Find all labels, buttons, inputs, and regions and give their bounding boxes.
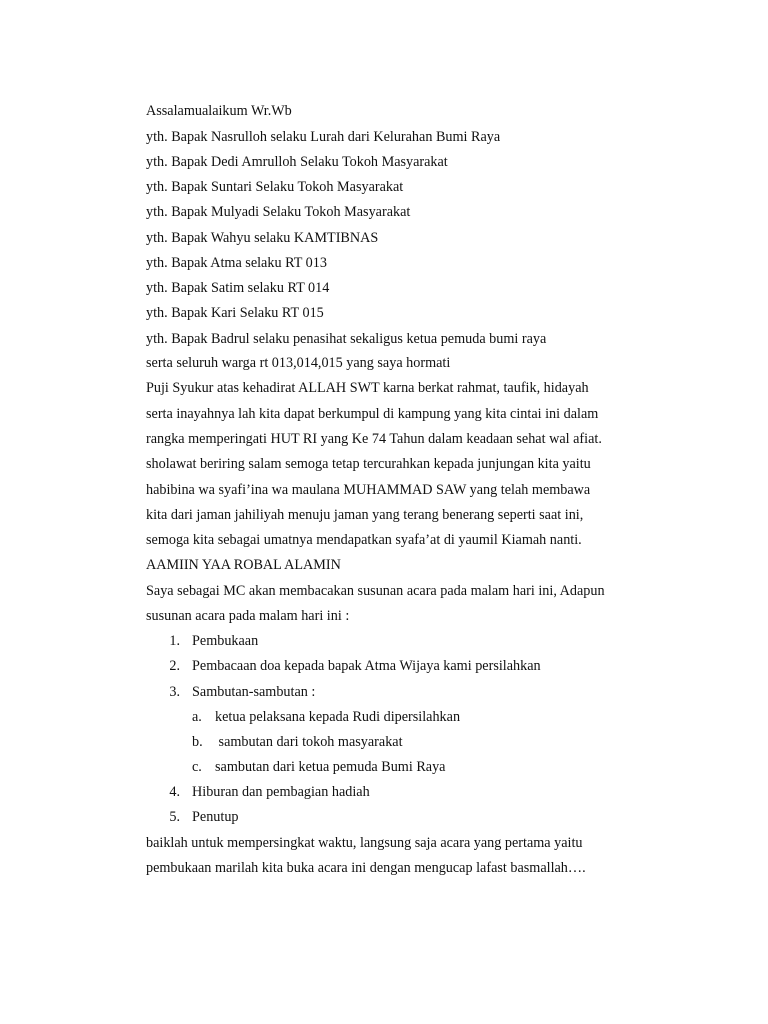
addressee-line: yth. Bapak Mulyadi Selaku Tokoh Masyarakat xyxy=(146,204,411,220)
paragraph-line: rangka memperingati HUT RI yang Ke 74 Tahun dalam keadaan sehat wal afiat. xyxy=(146,431,602,447)
agenda-number: 4. xyxy=(169,784,180,800)
subagenda-letter: c. xyxy=(192,759,202,775)
addressee-line: yth. Bapak Satim selaku RT 014 xyxy=(146,280,330,296)
amin-line: AAMIIN YAA ROBAL ALAMIN xyxy=(146,557,341,573)
agenda-intro-line: susunan acara pada malam hari ini : xyxy=(146,608,350,624)
agenda-intro-line: Saya sebagai MC akan membacakan susunan acara pada malam hari ini, Adapun xyxy=(146,583,605,599)
agenda-text: Hiburan dan pembagian hadiah xyxy=(192,784,370,800)
agenda-text: Penutup xyxy=(192,809,239,825)
agenda-number: 2. xyxy=(169,658,180,674)
paragraph-line: kita dari jaman jahiliyah menuju jaman yang terang benerang seperti saat ini, xyxy=(146,507,584,523)
paragraph-line: semoga kita sebagai umatnya mendapatkan syafa’at di yaumil Kiamah nanti. xyxy=(146,532,582,548)
addressee-line: yth. Bapak Nasrulloh selaku Lurah dari Kelurahan Bumi Raya xyxy=(146,129,501,145)
addressee-line: yth. Bapak Badrul selaku penasihat sekaligus ketua pemuda bumi raya xyxy=(146,331,547,347)
subagenda-text: ketua pelaksana kepada Rudi dipersilahkan xyxy=(215,709,461,725)
greeting-line: Assalamualaikum Wr.Wb xyxy=(146,103,292,119)
closing-line: pembukaan marilah kita buka acara ini dengan mengucap lafast basmallah…. xyxy=(146,860,586,876)
addressee-line: yth. Bapak Kari Selaku RT 015 xyxy=(146,305,324,321)
agenda-text: Pembukaan xyxy=(192,633,259,649)
subagenda-text: sambutan dari tokoh masyarakat xyxy=(215,734,403,750)
agenda-number: 3. xyxy=(169,684,180,700)
closing-line: baiklah untuk mempersingkat waktu, langsung saja acara yang pertama yaitu xyxy=(146,835,583,851)
paragraph-line: serta inayahnya lah kita dapat berkumpul di kampung yang kita cintai ini dalam xyxy=(146,406,599,422)
agenda-text: Sambutan-sambutan : xyxy=(192,684,316,700)
paragraph-line: sholawat beriring salam semoga tetap tercurahkan kepada junjungan kita yaitu xyxy=(146,456,591,472)
subagenda-letter: b. xyxy=(192,734,203,750)
addressee-line: yth. Bapak Suntari Selaku Tokoh Masyarakat xyxy=(146,179,404,195)
paragraph-line: Puji Syukur atas kehadirat ALLAH SWT karna berkat rahmat, taufik, hidayah xyxy=(146,380,589,396)
subagenda-letter: a. xyxy=(192,709,202,725)
subagenda-text: sambutan dari ketua pemuda Bumi Raya xyxy=(215,759,446,775)
agenda-number: 5. xyxy=(169,809,180,825)
agenda-number: 1. xyxy=(169,633,180,649)
addressee-line: serta seluruh warga rt 013,014,015 yang saya hormati xyxy=(146,355,451,371)
addressee-line: yth. Bapak Atma selaku RT 013 xyxy=(146,255,327,271)
agenda-text: Pembacaan doa kepada bapak Atma Wijaya kami persilahkan xyxy=(192,658,541,674)
addressee-line: yth. Bapak Dedi Amrulloh Selaku Tokoh Masyarakat xyxy=(146,154,448,170)
addressee-line: yth. Bapak Wahyu selaku KAMTIBNAS xyxy=(146,230,379,246)
paragraph-line: habibina wa syafi’ina wa maulana MUHAMMAD SAW yang telah membawa xyxy=(146,482,591,498)
